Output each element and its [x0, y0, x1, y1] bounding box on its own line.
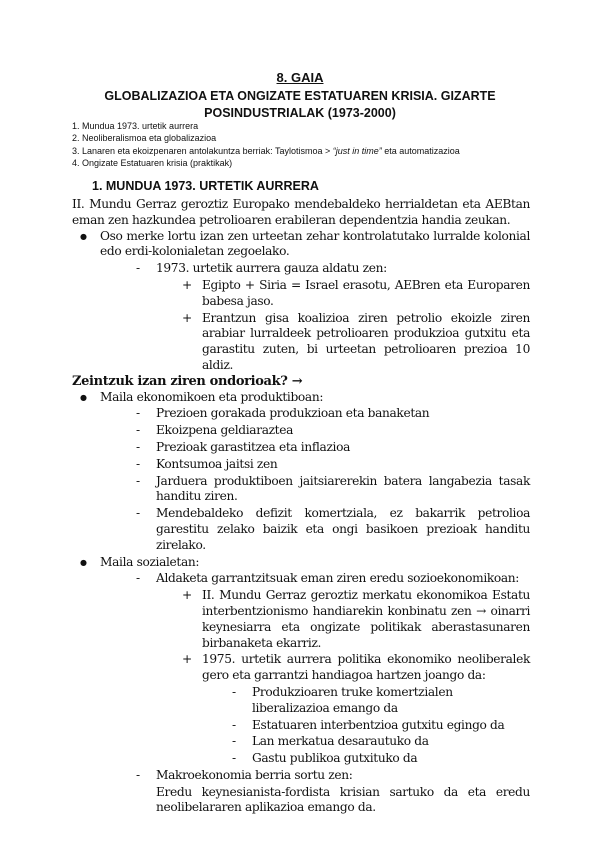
plus-text: 1975. urtetik aurrera politika ekonomiko neoliberalek gero eta garrantzi handiagoa hartzen joango da: — [202, 652, 530, 683]
dash-text: 1973. urtetik aurrera gauza aldatu zen: — [156, 261, 387, 276]
dash-text: Gastu publikoa gutxituko da — [252, 751, 418, 766]
dash-text: Kontsumoa jaitsi zen — [156, 456, 278, 471]
section-body — [72, 197, 530, 816]
dash-text: Prezioen gorakada produkzioan eta banaketan — [156, 406, 430, 421]
plus-marker: + — [182, 310, 192, 325]
dash-marker: - — [136, 571, 140, 586]
dash-item — [136, 423, 530, 439]
plus-item — [182, 588, 530, 651]
toc-item: 2. Neoliberalismoa eta globalizazioa — [72, 133, 217, 144]
section-heading: 1. MUNDUA 1973. URTETIK AURRERA — [92, 179, 319, 193]
paragraph: II. Mundu Gerraz geroztiz Europako mendebaldeko herrialdetan eta AEBtan eman zen hazkundea petrolioaren erabileran dependentzia handia zeukan. — [72, 197, 530, 227]
dash-item — [136, 571, 530, 587]
dash-marker: - — [136, 767, 140, 782]
paragraph: Eredu keynesianista-fordista krisian sartuko da eta eredu neolibelararen aplikazioa emango da. — [156, 784, 530, 815]
bullet-item — [80, 554, 530, 571]
toc-text: 3. Lanaren eta ekoizpenaren antolakuntza berriak: Taylotismoa > — [72, 145, 333, 156]
dash-item — [232, 734, 530, 750]
dash-text: Estatuaren interbentzioa gutxitu egingo da — [252, 717, 505, 732]
toc-text: eta automatizazioa — [381, 145, 460, 156]
dash-text: Makroekonomia berria sortu zen: — [156, 767, 353, 782]
dash-marker: - — [136, 506, 140, 521]
dash-marker: - — [136, 423, 140, 438]
bullet-item — [80, 389, 530, 406]
bullet-marker: ● — [80, 557, 87, 567]
dash-item — [232, 717, 530, 734]
dash-marker: - — [232, 684, 236, 699]
dash-item — [136, 473, 530, 506]
dash-item — [232, 684, 530, 717]
toc-italic: “just in time” — [332, 145, 382, 156]
question-heading: Zeintzuk izan ziren ondorioak? → — [72, 373, 303, 389]
dash-item — [232, 751, 530, 767]
dash-item — [136, 406, 530, 422]
dash-text: Lan merkatua desarautuko da — [252, 734, 429, 749]
plus-text: II. Mundu Gerraz geroztiz merkatu ekonomikoa Estatu interbentzionismo handiarekin konbinatu zen → oinarri keynesiarra eta ongizate politikak aberastasunaren birbanaketa ekarriz. — [202, 588, 530, 650]
plus-marker: + — [182, 652, 192, 667]
dash-text: Produkzioaren truke komertzialen liberalizazioa emango da — [252, 684, 453, 715]
document-title: 8. GAIA — [276, 70, 324, 85]
dash-marker: - — [136, 261, 140, 276]
plus-text: Egipto + Siria = Israel erasotu, AEBren eta Europaren babesa jaso. — [202, 277, 530, 308]
toc-item — [72, 145, 460, 157]
dash-marker: - — [232, 734, 236, 749]
dash-text: Aldaketa garrantzitsuak eman ziren eredu sozioekonomikoan: — [156, 571, 520, 586]
plus-item — [182, 652, 530, 684]
plus-item — [182, 277, 530, 310]
bullet-item — [80, 228, 530, 261]
bullet-text: Oso merke lortu izan zen urteetan zehar kontrolatutako lurralde kolonial edo erdi-kolonialetan zegoelako. — [100, 228, 530, 259]
document-subtitle: GLOBALIZAZIOA ETA ONGIZATE ESTATUAREN KRISIA. GIZARTE POSINDUSTRIALAK (1973-2000) — [104, 89, 496, 120]
bullet-text: Maila sozialetan: — [100, 554, 200, 569]
dash-item — [136, 506, 530, 553]
table-of-contents — [72, 120, 460, 170]
dash-item — [136, 261, 530, 277]
bullet-marker: ● — [80, 392, 87, 402]
dash-marker: - — [136, 456, 140, 471]
plus-marker: + — [182, 277, 192, 292]
toc-item: 1. Mundua 1973. urtetik aurrera — [72, 121, 199, 131]
plus-text: Erantzun gisa koalizioa ziren petrolio ekoizle ziren arabiar lurraldeek petrolioaren produkzioa gutxitu eta garastitu zuten, bi urteetan petrolioaren prezioa 10 aldiz. — [202, 310, 530, 372]
dash-text: Ekoizpena geldiaraztea — [156, 423, 294, 438]
dash-marker: - — [232, 717, 236, 732]
dash-text: Jarduera produktiboen jaitsiarerekin batera langabezia tasak handitu ziren. — [156, 473, 530, 504]
dash-marker: - — [136, 439, 140, 454]
dash-marker: - — [232, 751, 236, 766]
dash-text: Mendebaldeko defizit komertziala, ez bakarrik petrolioa garestitu zelako baizik eta ongi basikoen prezioak handitu zirelako. — [156, 506, 530, 552]
dash-text: Prezioak garastitzea eta inflazioa — [156, 439, 350, 454]
dash-item — [136, 767, 530, 784]
bullet-text: Maila ekonomikoen eta produktiboan: — [100, 389, 324, 404]
dash-item — [136, 439, 530, 456]
toc-item: 4. Ongizate Estatuaren krisia (praktikak) — [72, 158, 233, 169]
dash-marker: - — [136, 406, 140, 421]
plus-marker: + — [182, 588, 192, 603]
dash-marker: - — [136, 473, 140, 488]
bullet-marker: ● — [80, 231, 87, 241]
dash-item — [136, 456, 530, 473]
plus-item — [182, 310, 530, 374]
